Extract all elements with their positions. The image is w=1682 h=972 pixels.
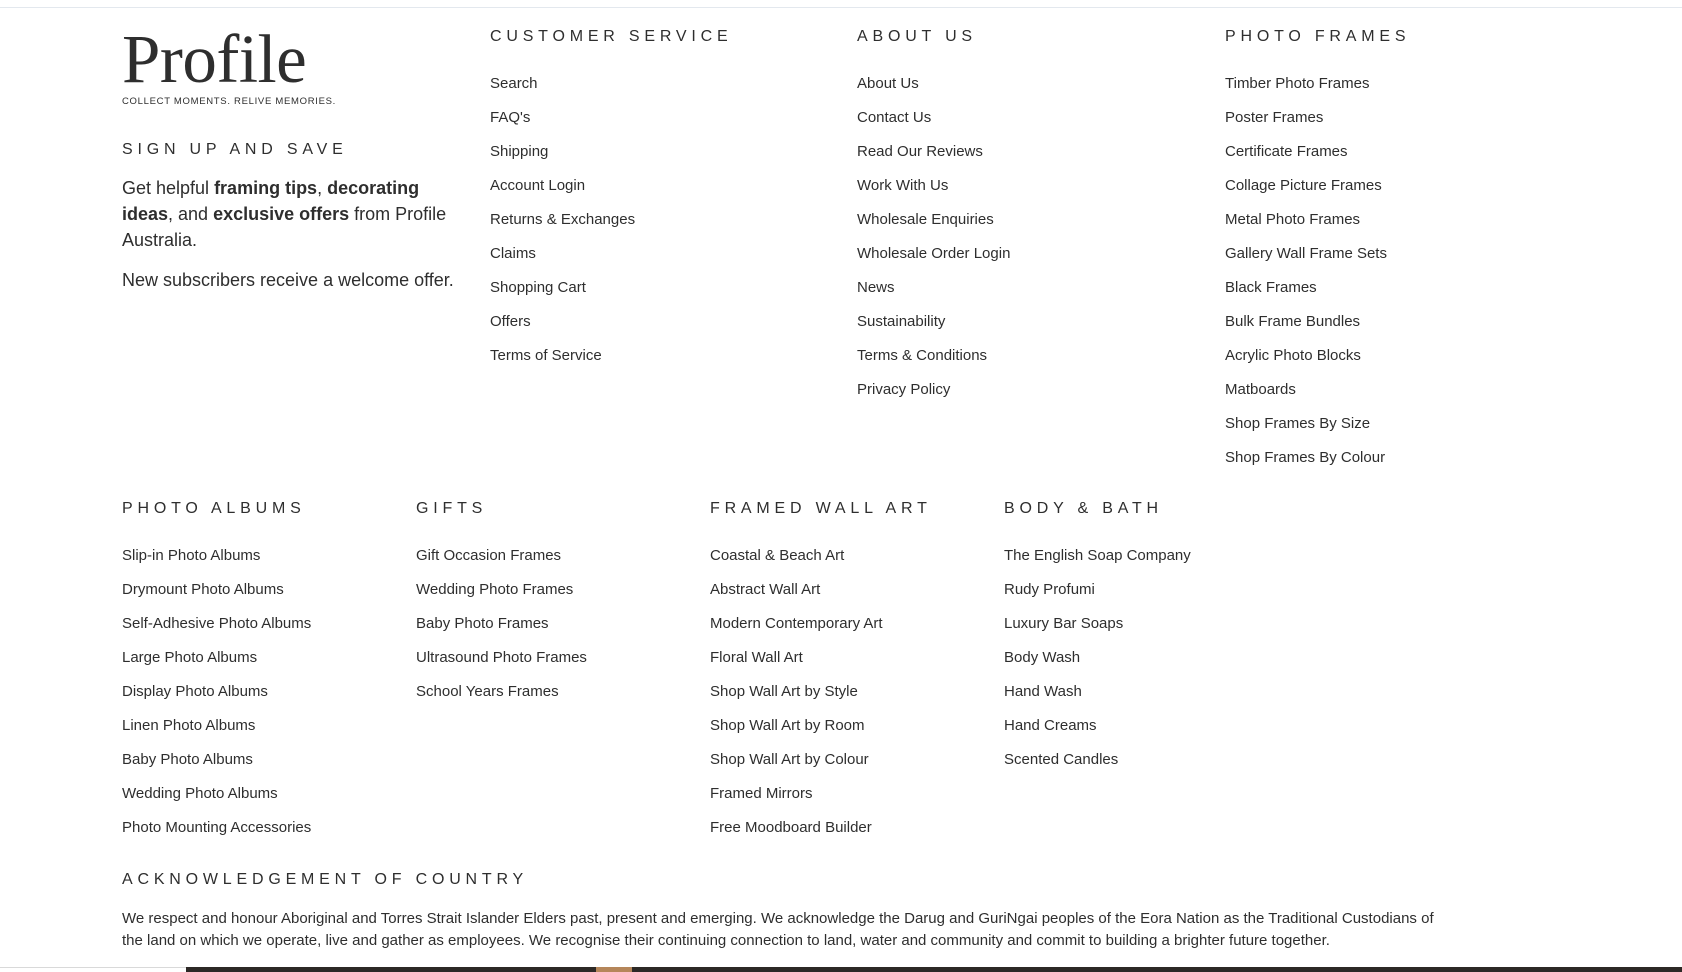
footer-link-frames-by-colour[interactable]: Shop Frames By Colour [1225,449,1386,466]
body-bath-links [1004,546,1304,784]
acknowledgement-section [122,871,1442,951]
gifts-links [416,546,696,716]
footer-link-gallery-wall-frame-sets[interactable]: Gallery Wall Frame Sets [1225,245,1387,262]
signup-text-3: , and [168,204,214,224]
footer-link-certificate-frames[interactable]: Certificate Frames [1225,143,1348,160]
footer-link-wedding-albums[interactable]: Wedding Photo Albums [122,785,278,802]
customer-service-column [490,28,820,380]
footer-link-modern-contemporary-art[interactable]: Modern Contemporary Art [710,615,883,632]
framed-wall-art-heading: FRAMED WALL ART [710,500,932,517]
footer-link-search[interactable]: Search [490,75,538,92]
footer-link-wholesale-enquiries[interactable]: Wholesale Enquiries [857,211,994,228]
logo[interactable] [122,21,462,107]
top-divider [0,7,1682,8]
footer-link-acrylic-photo-blocks[interactable]: Acrylic Photo Blocks [1225,347,1361,364]
footer-link-returns-exchanges[interactable]: Returns & Exchanges [490,211,636,228]
footer-link-offers[interactable]: Offers [490,313,531,330]
signup-text-1: Get helpful [122,178,215,198]
bottom-divider [0,967,186,968]
photo-frames-links [1225,74,1555,482]
photo-albums-heading: PHOTO ALBUMS [122,500,306,517]
customer-service-heading: CUSTOMER SERVICE [490,28,733,45]
framed-wall-art-column [710,500,990,852]
signup-text-4: from Profile Australia. [122,204,447,250]
footer-link-terms-conditions[interactable]: Terms & Conditions [857,347,988,364]
signup-description [122,175,462,253]
footer-link-photo-mounting-accessories[interactable]: Photo Mounting Accessories [122,819,312,836]
photo-frames-heading: PHOTO FRAMES [1225,28,1411,45]
footer-link-school-years-frames[interactable]: School Years Frames [416,683,559,700]
footer-link-baby-photo-frames[interactable]: Baby Photo Frames [416,615,549,632]
footer-link-wholesale-order-login[interactable]: Wholesale Order Login [857,245,1011,262]
footer-link-ultrasound-photo-frames[interactable]: Ultrasound Photo Frames [416,649,587,666]
footer-link-shipping[interactable]: Shipping [490,143,549,160]
signup-bold-framing-tips: framing tips [214,178,318,198]
about-us-column [857,28,1187,414]
bottom-image-strip [186,967,1682,972]
footer-link-hand-creams[interactable]: Hand Creams [1004,717,1097,734]
footer-link-privacy-policy[interactable]: Privacy Policy [857,381,951,398]
footer-link-english-soap-company[interactable]: The English Soap Company [1004,547,1191,564]
footer-link-scented-candles[interactable]: Scented Candles [1004,751,1119,768]
footer-link-account-login[interactable]: Account Login [490,177,586,194]
footer-link-timber-photo-frames[interactable]: Timber Photo Frames [1225,75,1370,92]
body-bath-column [1004,500,1304,784]
footer-link-black-frames[interactable]: Black Frames [1225,279,1317,296]
footer-link-frames-by-size[interactable]: Shop Frames By Size [1225,415,1371,432]
signup-heading: SIGN UP AND SAVE [122,141,348,158]
footer-link-matboards[interactable]: Matboards [1225,381,1296,398]
footer-link-shopping-cart[interactable]: Shopping Cart [490,279,586,296]
about-us-links [857,74,1187,414]
footer-link-wall-art-by-room[interactable]: Shop Wall Art by Room [710,717,865,734]
footer-link-luxury-bar-soaps[interactable]: Luxury Bar Soaps [1004,615,1124,632]
acknowledgement-text: We respect and honour Aboriginal and Torres Strait Islander Elders past, present and emerging. We acknowledge the Darug and GuriNgai peoples of the Eora Nation as the Traditional Custodians of the land on which we operate, live and gather as employees. We recognise their continuing connection to land, water and community and commit to building a brighter future together. [122,910,1434,949]
footer-link-rudy-profumi[interactable]: Rudy Profumi [1004,581,1095,598]
footer-link-hand-wash[interactable]: Hand Wash [1004,683,1082,700]
photo-frames-column [1225,28,1555,482]
brand-column [122,21,462,293]
footer-link-wedding-photo-frames[interactable]: Wedding Photo Frames [416,581,574,598]
footer-link-linen-albums[interactable]: Linen Photo Albums [122,717,256,734]
customer-service-links [490,74,820,380]
footer-link-wall-art-by-style[interactable]: Shop Wall Art by Style [710,683,858,700]
footer-link-faqs[interactable]: FAQ's [490,109,531,126]
photo-albums-links [122,546,402,852]
footer-link-poster-frames[interactable]: Poster Frames [1225,109,1324,126]
footer-link-read-reviews[interactable]: Read Our Reviews [857,143,983,160]
photo-albums-column [122,500,402,852]
body-bath-heading: BODY & BATH [1004,500,1163,517]
footer-link-terms-of-service[interactable]: Terms of Service [490,347,602,364]
gifts-column [416,500,696,716]
footer-link-self-adhesive-albums[interactable]: Self-Adhesive Photo Albums [122,615,312,632]
footer-link-news[interactable]: News [857,279,895,296]
footer-link-about-us[interactable]: About Us [857,75,919,92]
logo-tagline: COLLECT MOMENTS. RELIVE MEMORIES. [122,96,337,107]
signup-bold-exclusive-offers: exclusive offers [213,204,350,224]
signup-bold-decorating-ideas: decorating ideas [122,178,420,224]
signup-text-2: , [317,178,328,198]
footer-link-gift-occasion-frames[interactable]: Gift Occasion Frames [416,547,562,564]
signup-offer: New subscribers receive a welcome offer. [122,270,454,290]
footer-link-abstract-wall-art[interactable]: Abstract Wall Art [710,581,821,598]
footer-link-large-albums[interactable]: Large Photo Albums [122,649,258,666]
bottom-image-accent [596,967,632,972]
footer-link-floral-wall-art[interactable]: Floral Wall Art [710,649,803,666]
footer-link-coastal-beach-art[interactable]: Coastal & Beach Art [710,547,845,564]
footer-link-baby-albums[interactable]: Baby Photo Albums [122,751,253,768]
footer-link-framed-mirrors[interactable]: Framed Mirrors [710,785,813,802]
footer-link-body-wash[interactable]: Body Wash [1004,649,1081,666]
footer-link-collage-picture-frames[interactable]: Collage Picture Frames [1225,177,1382,194]
framed-wall-art-links [710,546,990,852]
footer-link-contact-us[interactable]: Contact Us [857,109,932,126]
logo-wordmark: Profile [122,21,307,97]
footer-link-work-with-us[interactable]: Work With Us [857,177,949,194]
footer-link-display-albums[interactable]: Display Photo Albums [122,683,268,700]
footer-link-wall-art-by-colour[interactable]: Shop Wall Art by Colour [710,751,869,768]
footer-link-moodboard-builder[interactable]: Free Moodboard Builder [710,819,872,836]
gifts-heading: GIFTS [416,500,488,517]
footer-link-slip-in-albums[interactable]: Slip-in Photo Albums [122,547,261,564]
acknowledgement-heading: ACKNOWLEDGEMENT OF COUNTRY [122,871,529,888]
footer-link-claims[interactable]: Claims [490,245,536,262]
footer-link-metal-photo-frames[interactable]: Metal Photo Frames [1225,211,1361,228]
about-us-heading: ABOUT US [857,28,977,45]
footer-link-sustainability[interactable]: Sustainability [857,313,946,330]
footer-link-bulk-frame-bundles[interactable]: Bulk Frame Bundles [1225,313,1361,330]
footer-link-drymount-albums[interactable]: Drymount Photo Albums [122,581,284,598]
